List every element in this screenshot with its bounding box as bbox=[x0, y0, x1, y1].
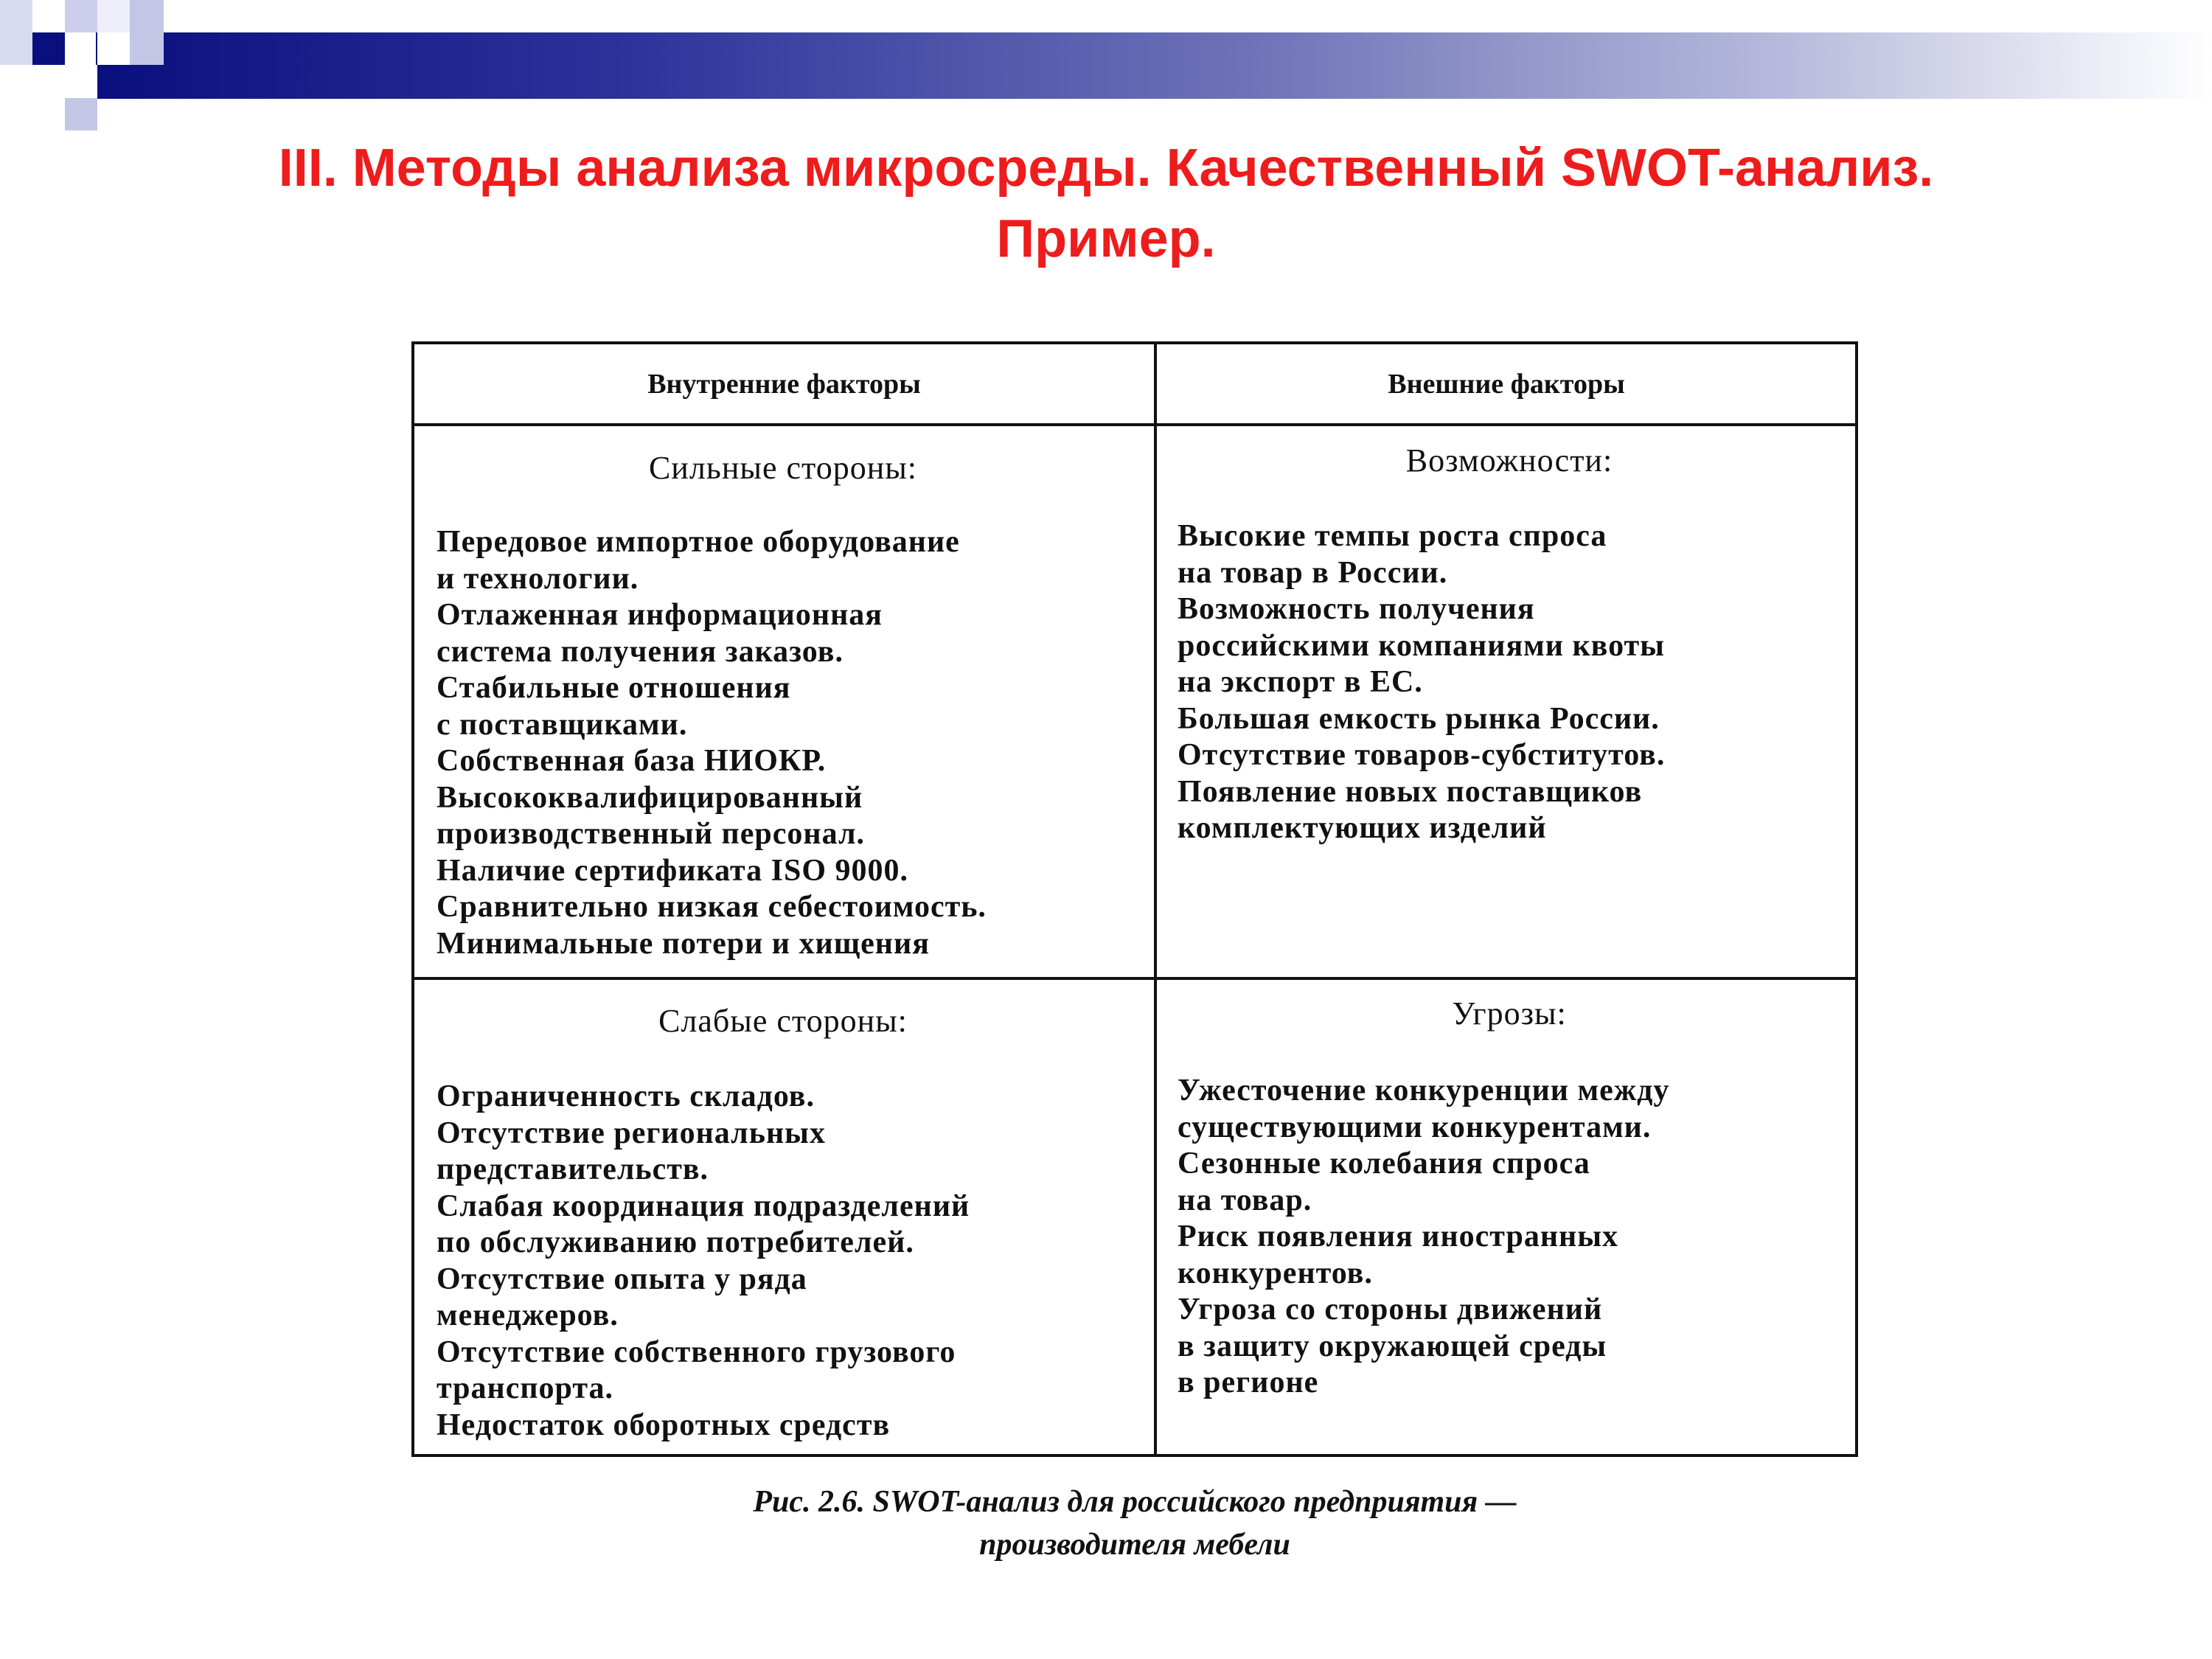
opportunities-title: Возможности: bbox=[1405, 442, 1613, 479]
decor-square bbox=[130, 0, 164, 65]
list-item: с поставщиками. bbox=[437, 707, 688, 742]
list-item: Отсутствие региональных bbox=[437, 1116, 826, 1150]
list-item: Отсутствие товаров-субститутов. bbox=[1178, 738, 1666, 772]
list-item: Слабая координация подразделений bbox=[437, 1189, 970, 1223]
list-item: Собственная база НИОКР. bbox=[437, 744, 827, 778]
caption-line-2: производителя мебели bbox=[979, 1528, 1290, 1562]
list-item: транспорта. bbox=[437, 1371, 613, 1405]
list-item: Минимальные потери и хищения bbox=[437, 926, 930, 961]
decor-square bbox=[0, 0, 32, 65]
opportunities-cell bbox=[1178, 440, 1841, 847]
column-header-external: Внешние факторы bbox=[1388, 369, 1625, 400]
list-item: конкурентов. bbox=[1178, 1256, 1373, 1290]
list-item: Недостаток оборотных средств bbox=[437, 1408, 891, 1442]
list-item: российскими компаниями квоты bbox=[1178, 628, 1665, 663]
list-item: Сравнительно низкая себестоимость. bbox=[437, 890, 987, 924]
list-item: Возможность получения bbox=[1178, 592, 1535, 626]
decor-square bbox=[32, 32, 65, 65]
list-item: на товар. bbox=[1178, 1183, 1312, 1217]
list-item: существующими конкурентами. bbox=[1178, 1110, 1652, 1144]
table-header-divider bbox=[414, 423, 1855, 426]
list-item: Стабильные отношения bbox=[437, 671, 791, 705]
list-item: Ужесточение конкуренции между bbox=[1178, 1074, 1670, 1107]
list-item: производственный персонал. bbox=[437, 817, 866, 851]
threats-cell bbox=[1178, 993, 1841, 1402]
strengths-cell bbox=[437, 448, 1144, 962]
list-item: по обслуживанию потребителей. bbox=[437, 1225, 914, 1259]
column-header-internal: Внутренние факторы bbox=[647, 369, 921, 400]
figure-caption bbox=[411, 1481, 1858, 1566]
threats-list bbox=[1178, 1073, 1841, 1402]
list-item: Риск появления иностранных bbox=[1178, 1220, 1619, 1253]
swot-table bbox=[411, 341, 1858, 1457]
threats-title: Угрозы: bbox=[1452, 995, 1567, 1032]
slide-title bbox=[74, 133, 2138, 274]
list-item: Большая емкость рынка России. bbox=[1178, 701, 1660, 736]
list-item: Высококвалифицированный bbox=[437, 780, 863, 815]
weaknesses-list bbox=[437, 1079, 1144, 1444]
list-item: Отлаженная информационная bbox=[437, 598, 883, 632]
slide-title-line-2: Пример. bbox=[996, 209, 1216, 268]
list-item: на экспорт в ЕС. bbox=[1178, 665, 1423, 699]
weaknesses-cell bbox=[437, 1001, 1144, 1444]
strengths-list bbox=[437, 524, 1144, 962]
list-item: Отсутствие опыта у ряда bbox=[437, 1262, 807, 1296]
decor-square bbox=[65, 98, 97, 131]
list-item: менеджеров. bbox=[437, 1298, 619, 1332]
header-gradient-bar bbox=[96, 32, 2212, 99]
list-item: Появление новых поставщиков bbox=[1178, 774, 1643, 809]
list-item: Отсутствие собственного грузового bbox=[437, 1335, 956, 1369]
list-item: система получения заказов. bbox=[437, 634, 844, 669]
list-item: представительств. bbox=[437, 1152, 709, 1186]
strengths-title: Сильные стороны: bbox=[648, 450, 918, 486]
list-item: Угроза со стороны движений bbox=[1178, 1293, 1603, 1326]
table-column-divider bbox=[1154, 344, 1157, 1454]
list-item: и технологии. bbox=[437, 561, 639, 596]
decor-square bbox=[65, 0, 97, 32]
list-item: Сезонные колебания спроса bbox=[1178, 1147, 1590, 1180]
list-item: комплектующих изделий bbox=[1178, 811, 1547, 845]
caption-line-1: Рис. 2.6. SWOT-анализ для российского предприятия — bbox=[753, 1485, 1517, 1519]
list-item: в защиту окружающей среды bbox=[1178, 1329, 1607, 1363]
list-item: Передовое импортное оборудование bbox=[437, 525, 960, 559]
opportunities-list bbox=[1178, 518, 1841, 847]
list-item: Ограниченность складов. bbox=[437, 1079, 815, 1113]
slide-title-line-1: III. Методы анализа микросреды. Качественный SWOT-анализ. bbox=[278, 139, 1934, 198]
weaknesses-title: Слабые стороны: bbox=[658, 1003, 908, 1039]
list-item: Наличие сертификата ISO 9000. bbox=[437, 853, 909, 888]
decor-square bbox=[32, 65, 65, 98]
decor-square bbox=[97, 32, 130, 65]
decor-square bbox=[65, 65, 97, 98]
list-item: на товар в России. bbox=[1178, 555, 1448, 590]
table-row-divider bbox=[414, 977, 1855, 980]
list-item: в регионе bbox=[1178, 1366, 1319, 1399]
list-item: Высокие темпы роста спроса bbox=[1178, 519, 1607, 553]
